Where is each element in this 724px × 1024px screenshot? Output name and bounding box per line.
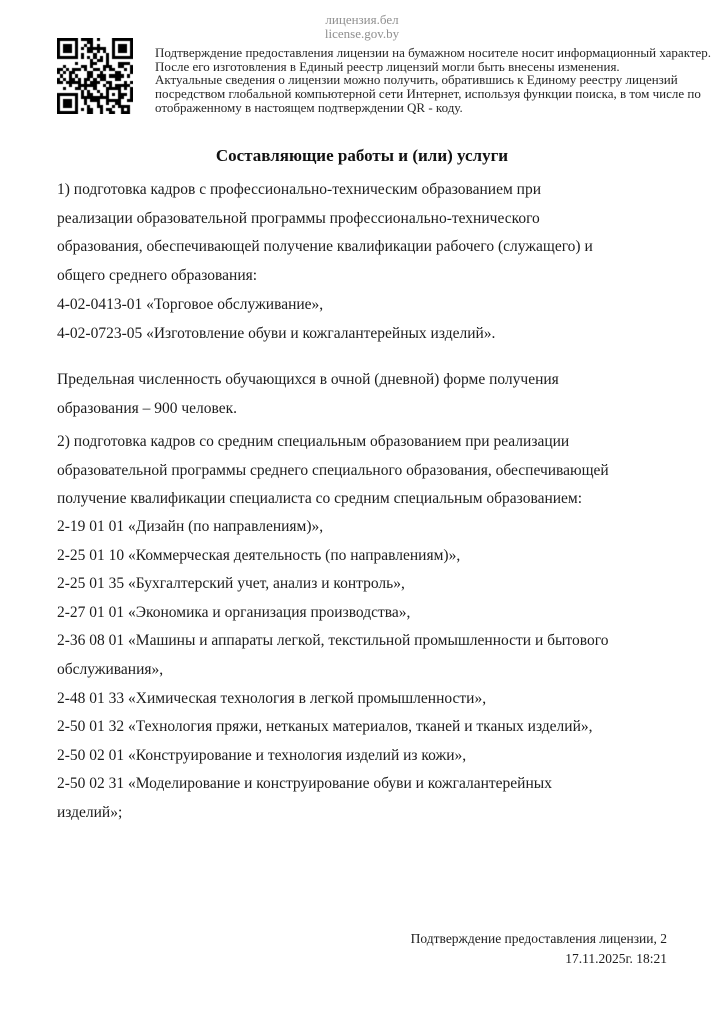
footer-timestamp: 17.11.2025г. 18:21 [565, 950, 667, 966]
text-line: 2-25 01 10 «Коммерческая деятельность (по направлениям)», [57, 546, 461, 564]
text-line: реализации образовательной программы профессионально-технического [57, 209, 540, 227]
text-line: отображенному в настоящем подтверждении QR - коду. [155, 99, 463, 115]
site-domain-cyrillic: лицензия.бел [325, 12, 399, 27]
text-line: 2-36 08 01 «Машины и аппараты легкой, текстильной промышленности и бытового [57, 632, 609, 650]
site-header [0, 13, 724, 40]
paragraph-1-vocational-education [57, 176, 677, 290]
text-line: 2-27 01 01 «Экономика и организация производства», [57, 603, 411, 621]
text-line: получение квалификации специалиста со средним специальным образованием: [57, 490, 583, 508]
text-line: 4-02-0723-05 «Изготовление обуви и кожгалантерейных изделий». [57, 324, 496, 342]
text-line: 2-50 02 31 «Моделирование и конструирование обуви и кожгалантерейных [57, 775, 552, 793]
text-line: изделий»; [57, 803, 123, 821]
text-line: После его изготовления в Единый реестр лицензий могли быть внесены изменения. [155, 58, 620, 74]
text-line: 4-02-0413-01 «Торговое обслуживание», [57, 296, 324, 313]
site-domain-latin: license.gov.by [324, 25, 400, 41]
text-line: 2-50 02 01 «Конструирование и технология изделий из кожи», [57, 746, 467, 764]
text-line: 2-25 01 35 «Бухгалтерский учет, анализ и контроль», [57, 575, 405, 593]
list-vocational-specialties [57, 291, 677, 348]
document-title: Составляющие работы и (или) услуги [215, 146, 509, 165]
page-footer [411, 929, 667, 968]
paragraph-2-secondary-special-education [57, 428, 677, 514]
text-line: Подтверждение предоставления лицензии на бумажном носителе носит информационный характер. [155, 45, 712, 60]
text-line: образования, обеспечивающей получение квалификации рабочего (служащего) и [57, 238, 593, 256]
text-line: 2-19 01 01 «Дизайн (по направлениям)», [57, 518, 324, 535]
text-line: образования – 900 человек. [57, 399, 238, 417]
header-note [155, 45, 712, 115]
paragraph-enrollment-limit [57, 366, 677, 423]
text-line: 2-50 01 32 «Технология пряжи, нетканых материалов, тканей и тканых изделий», [57, 718, 593, 736]
text-line: посредством глобальной компьютерной сети Интернет, используя функции поиска, в том числе по [155, 86, 701, 102]
footer-document-label: Подтверждение предоставления лицензии, 2 [410, 931, 667, 946]
text-line: 2-48 01 33 «Химическая технология в легкой промышленности», [57, 689, 487, 707]
text-line: обслуживания», [57, 660, 164, 678]
text-line: 1) подготовка кадров с профессионально-техническим образованием при [57, 181, 541, 198]
list-secondary-special-specialties [57, 513, 677, 828]
text-line: 2) подготовка кадров со средним специальным образованием при реализации [57, 433, 570, 450]
text-line: Актуальные сведения о лицензии можно получить, обратившись к Единому реестру лицензий [155, 72, 678, 88]
qr-code-icon [57, 38, 133, 114]
text-line: образовательной программы среднего специального образования, обеспечивающей [57, 461, 609, 479]
text-line: общего среднего образования: [57, 266, 258, 284]
text-line: Предельная численность обучающихся в очной (дневной) форме получения [57, 371, 559, 388]
